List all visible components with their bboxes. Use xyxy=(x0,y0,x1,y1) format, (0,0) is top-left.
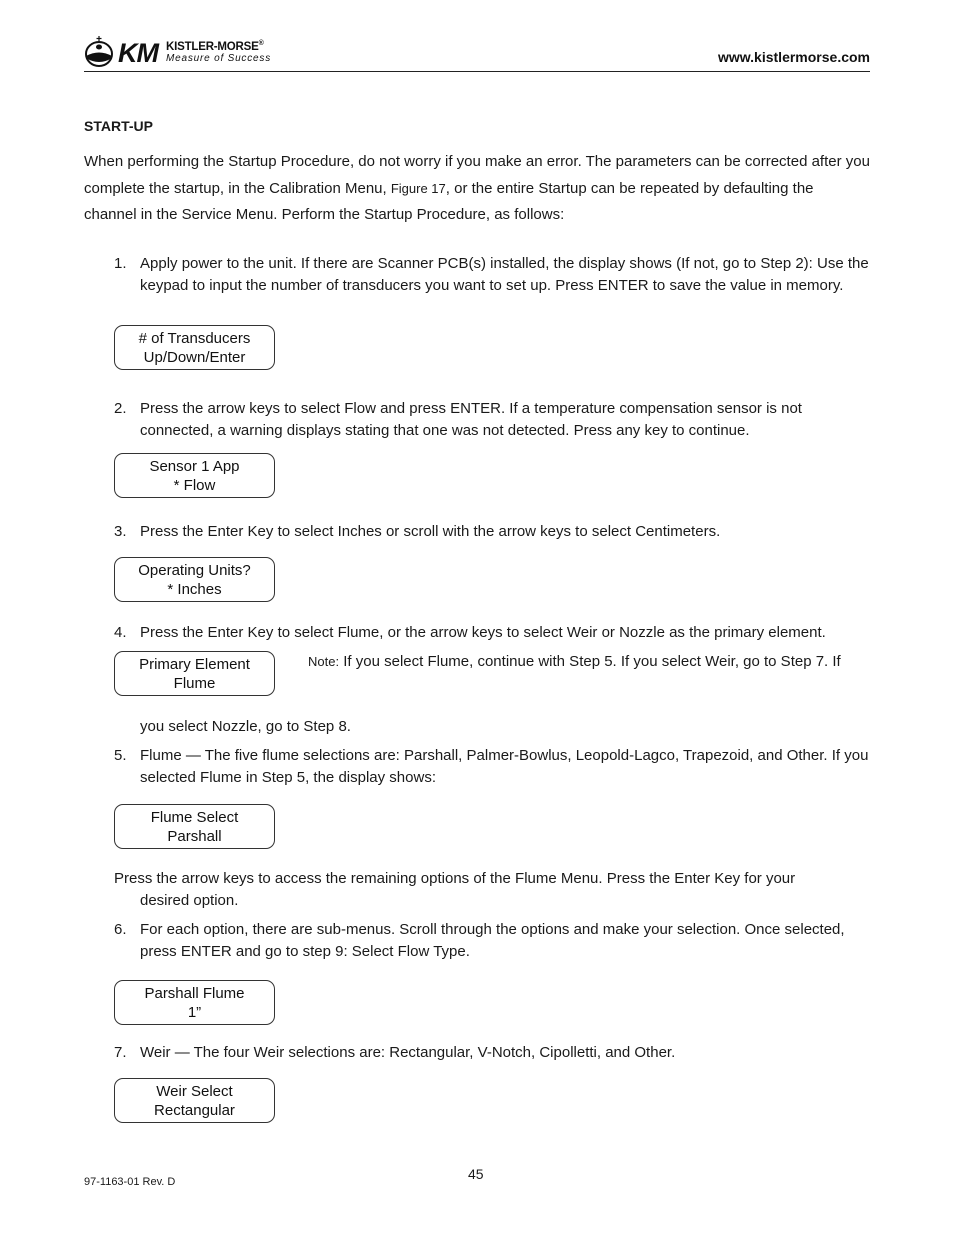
step-item xyxy=(114,521,874,543)
section-heading: START-UP xyxy=(84,118,153,134)
flume-menu-paragraph: Press the arrow keys to access the remaining options of the Flume Menu. Press the Enter Key for your desired option. xyxy=(114,870,796,909)
logo-km-text: KM xyxy=(118,38,158,68)
step-text: For each option, there are sub-menus. Scroll through the options and make your selection. Once selected, press ENTER and go to step 9: Select Flow Type. xyxy=(140,921,845,960)
step-number: 1. xyxy=(114,255,127,272)
display-line-2: Parshall xyxy=(167,827,222,845)
note-continuation: you select Nozzle, go to Step 8. xyxy=(140,718,351,735)
step-text: Weir — The four Weir selections are: Rectangular, V-Notch, Cipolletti, and Other. xyxy=(140,1044,676,1061)
document-number: 97-1163-01 Rev. D xyxy=(84,1176,176,1188)
display-line-2: 1” xyxy=(187,1003,202,1021)
step-text: Press the arrow keys to select Flow and press ENTER. If a temperature compensation sensor is not connected, a warning displays stating that one was not detected. Press any key to continue. xyxy=(140,400,802,439)
logo-tagline: Measure of Success xyxy=(166,53,271,64)
display-line-1: # of Transducers xyxy=(138,329,251,347)
step-text: Press the Enter Key to select Inches or scroll with the arrow keys to select Centimeters. xyxy=(140,523,721,540)
display-box xyxy=(114,1078,275,1123)
step-item xyxy=(114,398,874,442)
display-line-1: Operating Units? xyxy=(138,561,251,579)
logo-emblem-icon xyxy=(84,36,114,70)
intro-paragraph: When performing the Startup Procedure, do not worry if you make an error. The parameters can be corrected after you complete the startup, in the Calibration Menu, Figure 17, or the entire Startup can be repeated by defaulting the channel in the Service Menu. Perform the Startup Procedure, as follows: xyxy=(84,153,870,223)
step-item xyxy=(114,253,874,297)
display-box xyxy=(114,453,275,498)
step-number: 5. xyxy=(114,747,127,764)
display-line-1: Weir Select xyxy=(156,1082,233,1100)
step-number: 7. xyxy=(114,1044,127,1061)
step-number: 3. xyxy=(114,523,127,540)
display-box xyxy=(114,651,275,696)
display-line-2: * Inches xyxy=(167,580,222,598)
display-box xyxy=(114,804,275,849)
display-line-2: * Flow xyxy=(173,476,216,494)
step-number: 6. xyxy=(114,921,127,938)
display-box xyxy=(114,325,275,370)
website-link[interactable]: www.kistlermorse.com xyxy=(718,49,870,65)
step-item xyxy=(114,745,874,789)
display-line-1: Sensor 1 App xyxy=(149,457,240,475)
step-number: 4. xyxy=(114,624,127,641)
display-box xyxy=(114,980,275,1025)
display-line-2: Flume xyxy=(173,674,216,692)
note-text: Note: If you select Flume, continue with Step 5. If you select Weir, go to Step 7. If xyxy=(308,653,841,670)
display-line-1: Parshall Flume xyxy=(144,984,245,1002)
step-item xyxy=(114,622,874,644)
figure-reference-link[interactable]: Figure 17 xyxy=(390,180,446,196)
display-line-1: Flume Select xyxy=(150,808,239,826)
step-item xyxy=(114,919,874,963)
step-text: Press the Enter Key to select Flume, or the arrow keys to select Weir or Nozzle as the primary element. xyxy=(140,624,826,641)
step-text: Flume — The five flume selections are: Parshall, Palmer-Bowlus, Leopold-Lagco, Trapezoid, and Other. If you selected Flume in Step 5, the display shows: xyxy=(140,747,869,786)
step-number: 2. xyxy=(114,400,127,417)
note-label: Note: xyxy=(308,654,340,669)
display-line-1: Primary Element xyxy=(139,655,250,673)
display-line-2: Rectangular xyxy=(154,1101,235,1119)
page-number: 45 xyxy=(468,1166,484,1182)
display-box xyxy=(114,557,275,602)
display-line-2: Up/Down/Enter xyxy=(143,348,246,366)
header-divider xyxy=(84,71,870,72)
company-logo xyxy=(84,34,284,74)
step-item xyxy=(114,1042,874,1064)
logo-company-name: KISTLER-MORSE® xyxy=(166,40,264,53)
step-text: Apply power to the unit. If there are Scanner PCB(s) installed, the display shows (If not, go to Step 2): Use the keypad to input the number of transducers you want to set up. Press ENTER to save the value in memory. xyxy=(140,255,869,294)
